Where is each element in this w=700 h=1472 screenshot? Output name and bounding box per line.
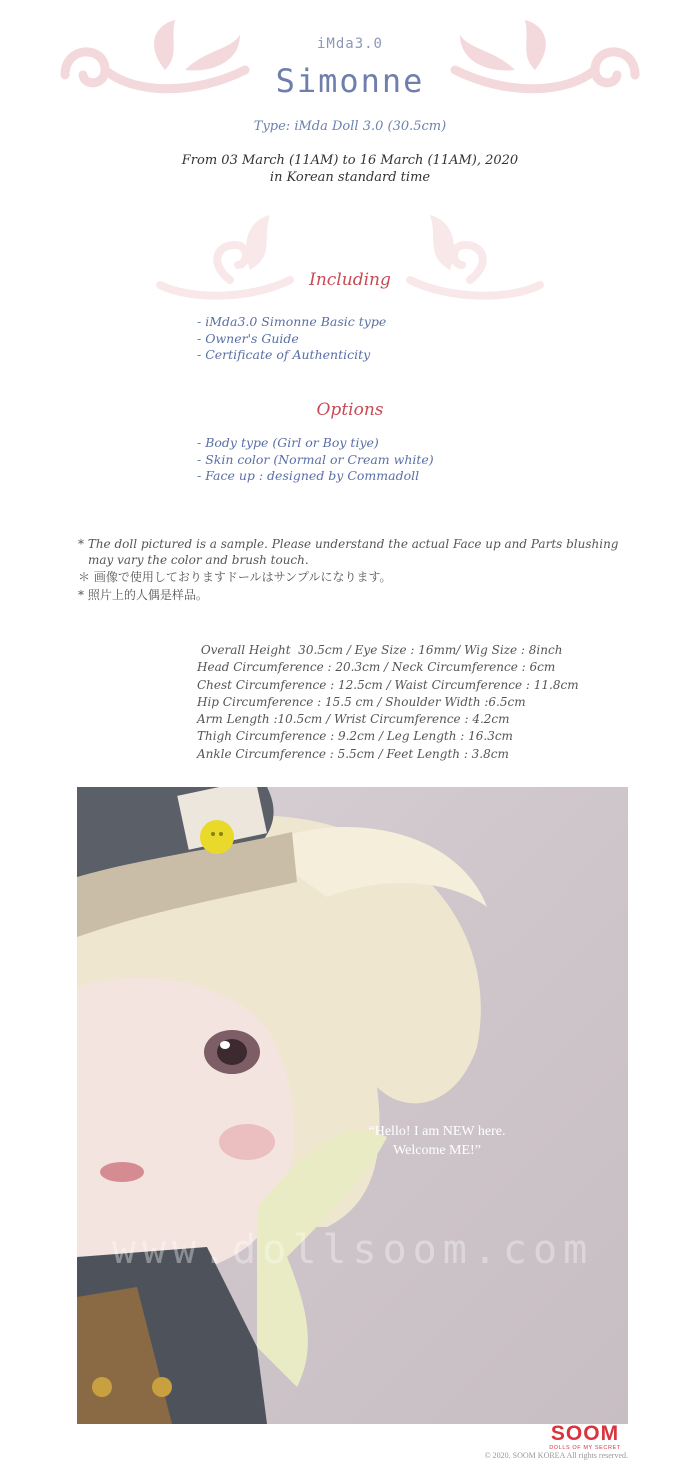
brand-tagline: DOLLS OF MY SECRET — [549, 1445, 621, 1451]
including-list — [197, 314, 386, 364]
note-english: * The doll pictured is a sample. Please understand the actual Face up and Parts blushing may vary the color and brush touch. — [78, 537, 619, 567]
photo-quote-line2: Welcome ME!” — [393, 1143, 481, 1158]
measurement-row: Overall Height 30.5cm / Eye Size : 16mm/ Wig Size : 8inch — [197, 643, 563, 657]
ornament-mid-right — [400, 210, 550, 305]
sale-period-line2: in Korean standard time — [269, 170, 431, 185]
measurement-row: Thigh Circumference : 9.2cm / Leg Length : 16.3cm — [197, 729, 513, 744]
list-item: - iMda3.0 Simonne Basic type — [197, 314, 387, 329]
photo-quote — [327, 1122, 547, 1160]
sale-period — [0, 152, 700, 186]
list-item: - Certificate of Authenticity — [197, 347, 371, 362]
list-item: - Body type (Girl or Boy tiye) — [197, 435, 379, 450]
measurement-row: Head Circumference : 20.3cm / Neck Circumference : 6cm — [197, 660, 556, 675]
copyright: © 2020. SOOM KOREA All rights reserved. — [484, 1451, 628, 1460]
doll-photo — [77, 787, 628, 1424]
watermark: www.dollsoom.com — [111, 1227, 594, 1273]
options-list — [197, 435, 434, 485]
brand-logo — [540, 1423, 630, 1451]
page-title: Simonne — [275, 62, 425, 100]
measurements — [197, 642, 579, 763]
including-heading: Including — [309, 270, 391, 290]
list-item: - Skin color (Normal or Cream white) — [197, 451, 434, 467]
photo-quote-line1: “Hello! I am NEW here. — [368, 1124, 506, 1139]
sample-notes — [78, 536, 638, 604]
measurement-row: Ankle Circumference : 5.5cm / Feet Length : 3.8cm — [197, 746, 509, 761]
doll-type: Type: iMda Doll 3.0 (30.5cm) — [253, 119, 447, 134]
brand-logo-text: SOOM — [550, 1422, 620, 1445]
note-chinese: * 照片上的人偶是样品。 — [78, 588, 208, 602]
ornament-mid-left — [150, 210, 300, 305]
measurement-row: Hip Circumference : 15.5 cm / Shoulder Width :6.5cm — [197, 694, 526, 709]
product-series: iMda3.0 — [316, 36, 383, 52]
measurement-row: Chest Circumference : 12.5cm / Waist Circumference : 11.8cm — [197, 677, 579, 692]
list-item: - Owner's Guide — [197, 330, 299, 346]
sale-period-line1: From 03 March (11AM) to 16 March (11AM), 2020 — [181, 153, 519, 168]
list-item: - Face up : designed by Commadoll — [197, 468, 420, 483]
measurement-row: Arm Length :10.5cm / Wrist Circumference : 4.2cm — [197, 712, 510, 727]
note-japanese: ＊ 画像で使用しておりますドールはサンプルになります。 — [78, 570, 392, 584]
doll-illustration — [77, 787, 628, 1424]
options-heading: Options — [316, 400, 384, 420]
